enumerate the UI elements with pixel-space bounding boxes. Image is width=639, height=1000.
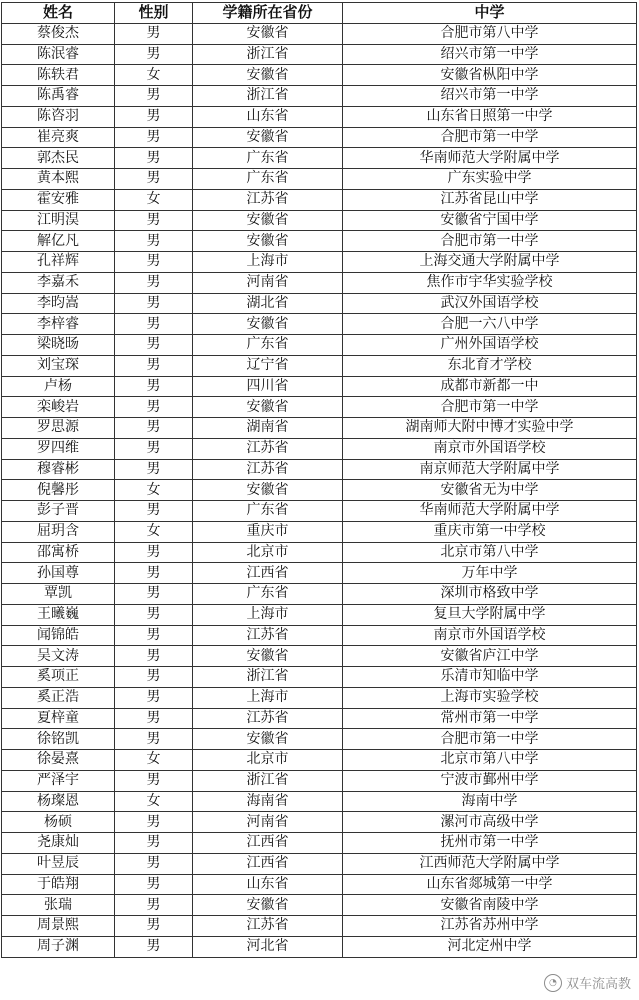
cell-name: 杨璨恩: [2, 791, 115, 812]
cell-province: 上海市: [193, 252, 343, 273]
table-row: [2, 936, 637, 957]
cell-province: 重庆市: [193, 521, 343, 542]
cell-name: 孔祥辉: [2, 252, 115, 273]
table-body: [2, 23, 637, 957]
cell-name: 解亿凡: [2, 231, 115, 252]
cell-gender: 男: [115, 44, 193, 65]
cell-name: 尧康灿: [2, 833, 115, 854]
cell-gender: 女: [115, 521, 193, 542]
cell-name: 陈轶君: [2, 65, 115, 86]
cell-school: 合肥市第一中学: [343, 729, 637, 750]
cell-gender: 男: [115, 687, 193, 708]
cell-province: 安徽省: [193, 23, 343, 44]
table-row: [2, 252, 637, 273]
cell-gender: 男: [115, 418, 193, 439]
cell-gender: 男: [115, 293, 193, 314]
cell-gender: 男: [115, 335, 193, 356]
table-row: [2, 563, 637, 584]
cell-name: 徐铭凯: [2, 729, 115, 750]
cell-name: 霍安雅: [2, 189, 115, 210]
cell-school: 成都市新都一中: [343, 376, 637, 397]
cell-province: 山东省: [193, 106, 343, 127]
cell-name: 罗思源: [2, 418, 115, 439]
cell-gender: 男: [115, 376, 193, 397]
table-row: [2, 335, 637, 356]
cell-gender: 男: [115, 210, 193, 231]
cell-province: 辽宁省: [193, 355, 343, 376]
cell-school: 华南师范大学附属中学: [343, 501, 637, 522]
cell-gender: 男: [115, 936, 193, 957]
cell-province: 北京市: [193, 750, 343, 771]
table-row: [2, 418, 637, 439]
cell-gender: 男: [115, 169, 193, 190]
cell-name: 叶昱辰: [2, 853, 115, 874]
cell-name: 穆睿彬: [2, 459, 115, 480]
table-row: [2, 23, 637, 44]
cell-school: 重庆市第一中学校: [343, 521, 637, 542]
student-table: [1, 2, 637, 958]
cell-name: 奚正浩: [2, 687, 115, 708]
table-row: [2, 625, 637, 646]
cell-gender: 男: [115, 106, 193, 127]
cell-name: 张瑞: [2, 895, 115, 916]
cell-province: 安徽省: [193, 127, 343, 148]
cell-name: 李嘉禾: [2, 272, 115, 293]
cell-name: 严泽宇: [2, 770, 115, 791]
cell-name: 周子渊: [2, 936, 115, 957]
table-row: [2, 542, 637, 563]
cell-gender: 男: [115, 916, 193, 937]
cell-province: 安徽省: [193, 210, 343, 231]
cell-school: 复旦大学附属中学: [343, 604, 637, 625]
cell-name: 夏梓童: [2, 708, 115, 729]
cell-gender: 男: [115, 563, 193, 584]
cell-school: 合肥市第一中学: [343, 231, 637, 252]
cell-province: 浙江省: [193, 770, 343, 791]
header-name: 姓名: [2, 3, 115, 24]
table-row: [2, 916, 637, 937]
cell-school: 宁波市鄞州中学: [343, 770, 637, 791]
cell-gender: 男: [115, 397, 193, 418]
cell-school: 武汉外国语学校: [343, 293, 637, 314]
cell-province: 江苏省: [193, 708, 343, 729]
cell-province: 江西省: [193, 853, 343, 874]
cell-name: 屈玥含: [2, 521, 115, 542]
cell-school: 海南中学: [343, 791, 637, 812]
cell-gender: 男: [115, 812, 193, 833]
cell-province: 安徽省: [193, 729, 343, 750]
cell-name: 彭子晋: [2, 501, 115, 522]
table-row: [2, 438, 637, 459]
cell-province: 海南省: [193, 791, 343, 812]
table-row: [2, 729, 637, 750]
cell-province: 安徽省: [193, 397, 343, 418]
cell-gender: 男: [115, 252, 193, 273]
cell-school: 上海市实验学校: [343, 687, 637, 708]
cell-name: 梁晓旸: [2, 335, 115, 356]
cell-gender: 男: [115, 86, 193, 107]
cell-gender: 男: [115, 770, 193, 791]
cell-school: 华南师范大学附属中学: [343, 148, 637, 169]
cell-school: 安徽省无为中学: [343, 480, 637, 501]
cell-school: 安徽省宁国中学: [343, 210, 637, 231]
cell-name: 崔亮爽: [2, 127, 115, 148]
cell-province: 河北省: [193, 936, 343, 957]
cell-name: 黄本熙: [2, 169, 115, 190]
cell-school: 乐清市知临中学: [343, 667, 637, 688]
table-row: [2, 770, 637, 791]
cell-gender: 女: [115, 65, 193, 86]
cell-school: 绍兴市第一中学: [343, 86, 637, 107]
cell-name: 蔡俊杰: [2, 23, 115, 44]
cell-gender: 女: [115, 480, 193, 501]
cell-school: 东北育才学校: [343, 355, 637, 376]
cell-name: 陈禹睿: [2, 86, 115, 107]
cell-gender: 男: [115, 231, 193, 252]
cell-gender: 男: [115, 148, 193, 169]
cell-province: 安徽省: [193, 65, 343, 86]
cell-province: 安徽省: [193, 480, 343, 501]
cell-province: 四川省: [193, 376, 343, 397]
table-row: [2, 44, 637, 65]
table-row: [2, 127, 637, 148]
table-row: [2, 480, 637, 501]
cell-province: 上海市: [193, 604, 343, 625]
table-row: [2, 853, 637, 874]
cell-province: 江苏省: [193, 625, 343, 646]
cell-gender: 女: [115, 189, 193, 210]
cell-school: 江苏省苏州中学: [343, 916, 637, 937]
cell-school: 合肥市第一中学: [343, 397, 637, 418]
cell-school: 深圳市格致中学: [343, 584, 637, 605]
cell-name: 卢杨: [2, 376, 115, 397]
cell-province: 江西省: [193, 563, 343, 584]
cell-province: 北京市: [193, 542, 343, 563]
cell-province: 安徽省: [193, 895, 343, 916]
cell-province: 安徽省: [193, 314, 343, 335]
cell-school: 广东实验中学: [343, 169, 637, 190]
table-row: [2, 604, 637, 625]
table-row: [2, 355, 637, 376]
cell-gender: 男: [115, 853, 193, 874]
table-row: [2, 791, 637, 812]
cell-gender: 男: [115, 667, 193, 688]
cell-province: 广东省: [193, 584, 343, 605]
cell-school: 上海交通大学附属中学: [343, 252, 637, 273]
cell-province: 安徽省: [193, 646, 343, 667]
cell-school: 湖南师大附中博才实验中学: [343, 418, 637, 439]
table-row: [2, 459, 637, 480]
cell-province: 湖北省: [193, 293, 343, 314]
table-row: [2, 501, 637, 522]
cell-name: 孙国尊: [2, 563, 115, 584]
cell-school: 万年中学: [343, 563, 637, 584]
cell-gender: 男: [115, 542, 193, 563]
table-row: [2, 646, 637, 667]
cell-province: 广东省: [193, 501, 343, 522]
table-row: [2, 272, 637, 293]
cell-province: 浙江省: [193, 667, 343, 688]
cell-name: 栾峻岩: [2, 397, 115, 418]
cell-school: 北京市第八中学: [343, 542, 637, 563]
cell-school: 江西师范大学附属中学: [343, 853, 637, 874]
cell-province: 上海市: [193, 687, 343, 708]
cell-province: 江苏省: [193, 438, 343, 459]
cell-gender: 男: [115, 874, 193, 895]
header-province: 学籍所在省份: [193, 3, 343, 24]
cell-name: 杨硕: [2, 812, 115, 833]
table-row: [2, 86, 637, 107]
cell-province: 山东省: [193, 874, 343, 895]
cell-name: 郭杰民: [2, 148, 115, 169]
cell-name: 江明淏: [2, 210, 115, 231]
cell-name: 覃凯: [2, 584, 115, 605]
table-row: [2, 376, 637, 397]
cell-school: 山东省郯城第一中学: [343, 874, 637, 895]
cell-province: 广东省: [193, 335, 343, 356]
cell-province: 江西省: [193, 833, 343, 854]
table-row: [2, 687, 637, 708]
cell-name: 吴文涛: [2, 646, 115, 667]
cell-name: 陈泯睿: [2, 44, 115, 65]
table-row: [2, 106, 637, 127]
cell-school: 南京师范大学附属中学: [343, 459, 637, 480]
watermark-text: 双车流高教: [565, 977, 631, 992]
cell-school: 绍兴市第一中学: [343, 44, 637, 65]
cell-gender: 男: [115, 708, 193, 729]
cell-gender: 男: [115, 584, 193, 605]
cell-gender: 女: [115, 791, 193, 812]
cell-name: 李昀嵩: [2, 293, 115, 314]
cell-gender: 男: [115, 459, 193, 480]
table-row: [2, 293, 637, 314]
table-row: [2, 231, 637, 252]
cell-school: 北京市第八中学: [343, 750, 637, 771]
cell-gender: 男: [115, 501, 193, 522]
header-gender: 性别: [115, 3, 193, 24]
cell-gender: 男: [115, 127, 193, 148]
cell-gender: 女: [115, 750, 193, 771]
cell-province: 浙江省: [193, 44, 343, 65]
table-row: [2, 314, 637, 335]
table-row: [2, 65, 637, 86]
cell-name: 徐晏熹: [2, 750, 115, 771]
cell-province: 河南省: [193, 272, 343, 293]
cell-gender: 男: [115, 625, 193, 646]
table-row: [2, 833, 637, 854]
cell-school: 合肥一六八中学: [343, 314, 637, 335]
cell-school: 南京市外国语学校: [343, 625, 637, 646]
cell-gender: 男: [115, 604, 193, 625]
cell-gender: 男: [115, 355, 193, 376]
cell-gender: 男: [115, 729, 193, 750]
cell-school: 安徽省南陵中学: [343, 895, 637, 916]
wechat-icon: ◔: [544, 974, 562, 992]
table-row: [2, 584, 637, 605]
cell-school: 常州市第一中学: [343, 708, 637, 729]
cell-province: 江苏省: [193, 916, 343, 937]
cell-name: 刘宝琛: [2, 355, 115, 376]
cell-gender: 男: [115, 438, 193, 459]
cell-gender: 男: [115, 272, 193, 293]
cell-province: 河南省: [193, 812, 343, 833]
table-row: [2, 750, 637, 771]
table-row: [2, 210, 637, 231]
table-row: [2, 874, 637, 895]
cell-school: 山东省日照第一中学: [343, 106, 637, 127]
cell-school: 合肥市第一中学: [343, 127, 637, 148]
cell-name: 邵寓桥: [2, 542, 115, 563]
cell-name: 于皓翔: [2, 874, 115, 895]
table-row: [2, 812, 637, 833]
table-row: [2, 895, 637, 916]
cell-gender: 男: [115, 314, 193, 335]
cell-province: 湖南省: [193, 418, 343, 439]
watermark: [544, 973, 631, 992]
header-school: 中学: [343, 3, 637, 24]
table-row: [2, 189, 637, 210]
cell-name: 陈咨羽: [2, 106, 115, 127]
cell-school: 安徽省庐江中学: [343, 646, 637, 667]
cell-province: 广东省: [193, 169, 343, 190]
table-row: [2, 397, 637, 418]
cell-name: 李梓睿: [2, 314, 115, 335]
cell-school: 漯河市高级中学: [343, 812, 637, 833]
cell-name: 周景熙: [2, 916, 115, 937]
cell-gender: 男: [115, 646, 193, 667]
cell-name: 罗四维: [2, 438, 115, 459]
cell-school: 安徽省枞阳中学: [343, 65, 637, 86]
cell-province: 广东省: [193, 148, 343, 169]
table-row: [2, 148, 637, 169]
cell-province: 安徽省: [193, 231, 343, 252]
cell-gender: 男: [115, 833, 193, 854]
cell-name: 王曦巍: [2, 604, 115, 625]
cell-school: 抚州市第一中学: [343, 833, 637, 854]
cell-province: 江苏省: [193, 189, 343, 210]
cell-name: 闻锦皓: [2, 625, 115, 646]
cell-school: 南京市外国语学校: [343, 438, 637, 459]
cell-gender: 男: [115, 23, 193, 44]
table-row: [2, 708, 637, 729]
cell-school: 焦作市宇华实验学校: [343, 272, 637, 293]
cell-gender: 男: [115, 895, 193, 916]
cell-school: 广州外国语学校: [343, 335, 637, 356]
cell-school: 合肥市第八中学: [343, 23, 637, 44]
table-row: [2, 169, 637, 190]
cell-province: 江苏省: [193, 459, 343, 480]
table-row: [2, 667, 637, 688]
table-header-row: [2, 3, 637, 24]
cell-school: 江苏省昆山中学: [343, 189, 637, 210]
cell-name: 倪馨彤: [2, 480, 115, 501]
table-row: [2, 521, 637, 542]
cell-name: 奚项正: [2, 667, 115, 688]
cell-province: 浙江省: [193, 86, 343, 107]
cell-school: 河北定州中学: [343, 936, 637, 957]
